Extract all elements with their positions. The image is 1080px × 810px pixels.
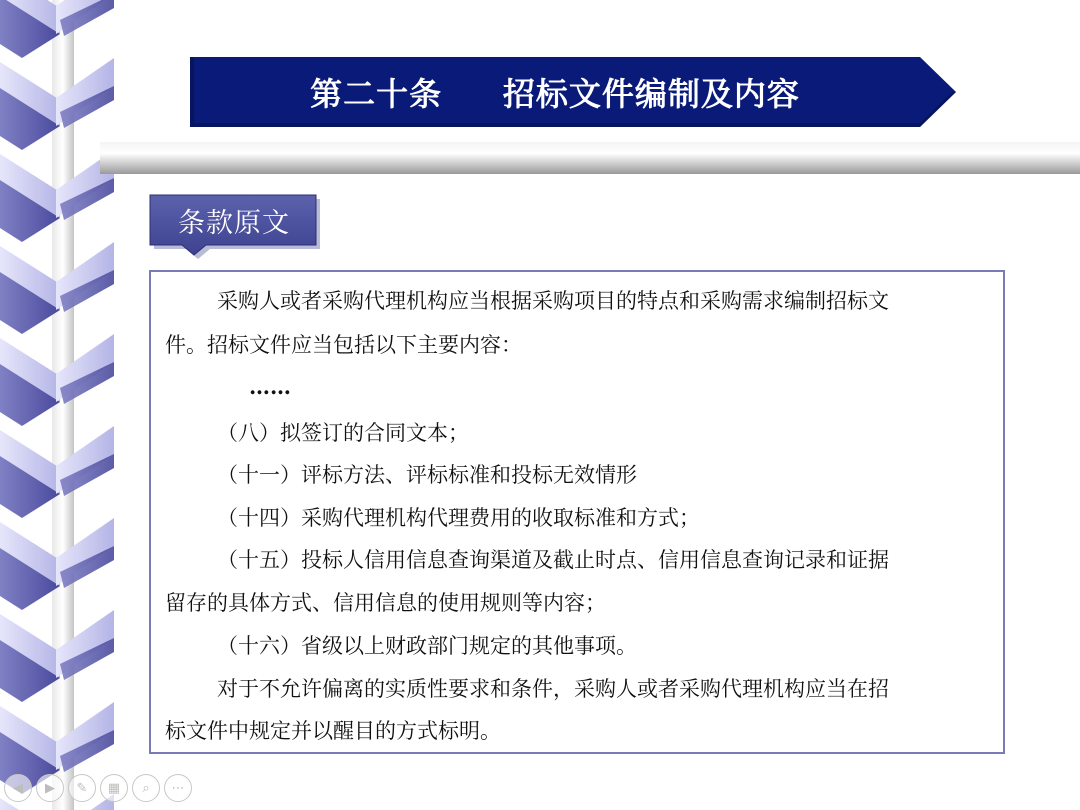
clause-item-11: （十一）评标方法、评标标准和投标无效情形 — [217, 463, 637, 487]
slides-icon[interactable]: ▦ — [100, 774, 128, 802]
clause-item-16: （十六）省级以上财政部门规定的其他事项。 — [217, 634, 637, 658]
divider-bar — [100, 142, 1080, 174]
clause-line-1: 采购人或者采购代理机构应当根据采购项目的特点和采购需求编制招标文 — [217, 289, 889, 313]
clause-item-15-cont: 留存的具体方式、信用信息的使用规则等内容； — [165, 591, 606, 615]
pen-icon[interactable]: ✎ — [68, 774, 96, 802]
next-icon[interactable]: ▶ — [36, 774, 64, 802]
clause-item-14: （十四）采购代理机构代理费用的收取标准和方式； — [217, 506, 700, 530]
ellipsis-line: …… — [249, 374, 291, 399]
zoom-icon[interactable]: ⌕ — [132, 774, 160, 802]
clause-line-2: 件。招标文件应当包括以下主要内容： — [165, 333, 522, 357]
prev-icon[interactable]: ◀ — [4, 774, 32, 802]
more-icon[interactable]: ⋯ — [164, 774, 192, 802]
clause-text-box — [149, 270, 1005, 754]
slide-navigation — [4, 774, 192, 808]
section-tag-label: 条款原文 — [178, 207, 290, 239]
clause-item-8: （八）拟签订的合同文本； — [217, 421, 469, 445]
clause-closing-1: 对于不允许偏离的实质性要求和条件，采购人或者采购代理机构应当在招 — [217, 677, 889, 701]
clause-closing-2: 标文件中规定并以醒目的方式标明。 — [165, 719, 501, 743]
ribbon-decoration — [0, 0, 120, 810]
clause-item-15: （十五）投标人信用信息查询渠道及截止时点、信用信息查询记录和证据 — [217, 548, 889, 572]
page-title: 第二十条 招标文件编制及内容 — [310, 75, 800, 113]
